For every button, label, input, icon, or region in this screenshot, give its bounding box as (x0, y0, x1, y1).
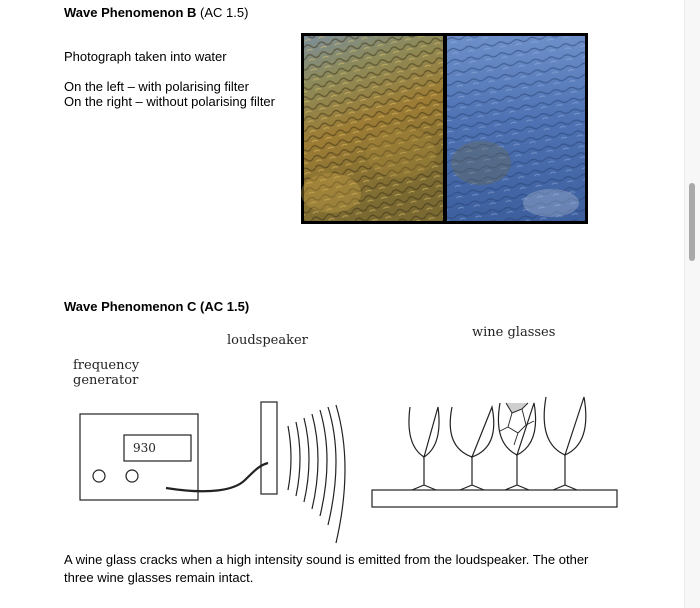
frequency-label-line1: frequency (73, 358, 140, 373)
scrollbar-thumb[interactable] (689, 183, 695, 261)
photo-caption: Photograph taken into water (64, 49, 227, 64)
frequency-generator (80, 414, 198, 500)
scrollbar-track[interactable] (684, 0, 700, 608)
section-b-title (64, 5, 248, 21)
description-line-2: three wine glasses remain intact. (64, 570, 254, 585)
section-b-title-rest: (AC 1.5) (196, 5, 249, 20)
wine-glass-2 (450, 407, 494, 490)
sound-waves (288, 405, 345, 543)
right-note: On the right – without polarising filter (64, 94, 275, 109)
wine-glass-4 (544, 397, 586, 490)
water-photograph (301, 33, 588, 224)
loudspeaker-label: loudspeaker (227, 333, 308, 348)
wine-glass-1 (409, 407, 439, 490)
resonance-diagram (60, 385, 630, 550)
frequency-label-line2: generator (73, 373, 139, 388)
left-note: On the left – with polarising filter (64, 79, 249, 94)
generator-knob-right (126, 470, 138, 482)
generator-display-value: 930 (133, 441, 156, 455)
generator-knob-left (93, 470, 105, 482)
section-b-title-bold: Wave Phenomenon B (64, 5, 197, 20)
speaker-cable (166, 463, 268, 491)
wine-glass-3-cracked (498, 403, 535, 490)
description-line-1: A wine glass cracks when a high intensity sound is emitted from the loudspeaker. The other (64, 552, 589, 567)
photo-left-panel (301, 36, 443, 221)
wine-glasses-label: wine glasses (472, 325, 556, 340)
loudspeaker (261, 402, 277, 494)
section-c-title: Wave Phenomenon C (AC 1.5) (64, 299, 250, 314)
photo-right-panel (447, 36, 585, 221)
shelf (372, 490, 617, 507)
